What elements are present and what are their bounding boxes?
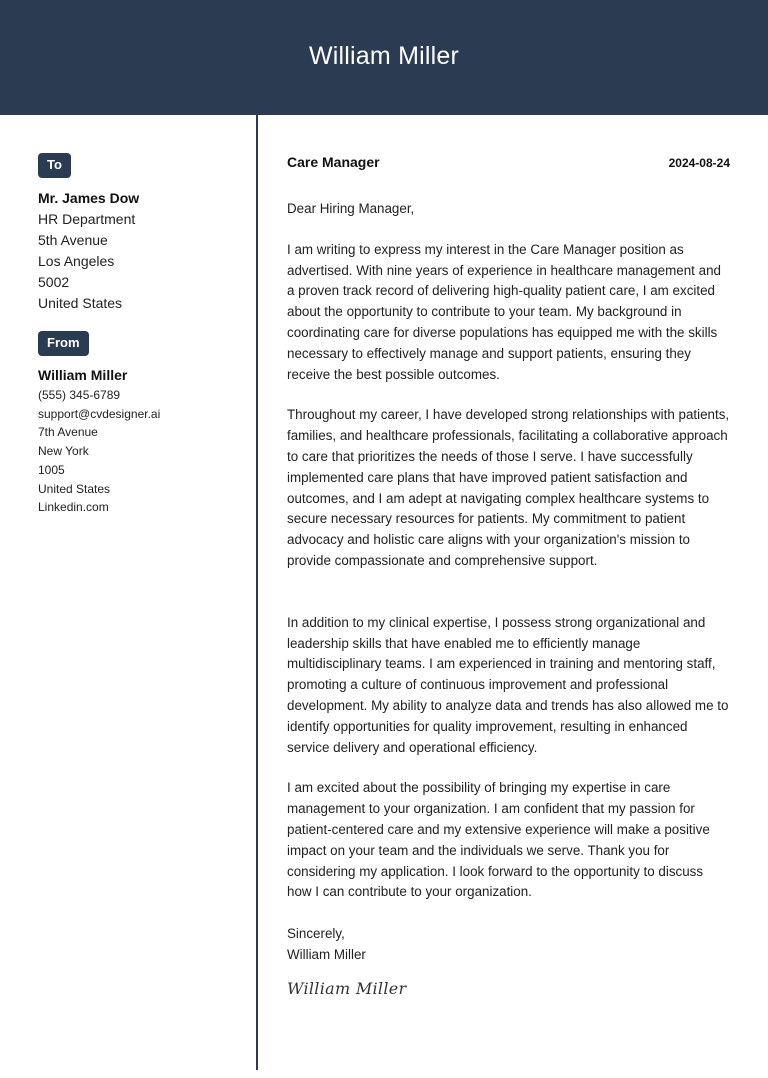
sender-linkedin: Linkedin.com	[38, 500, 109, 515]
letter-body	[287, 154, 730, 998]
recipient-street: 5th Avenue	[38, 232, 108, 248]
from-section	[38, 331, 238, 517]
sender-name: William Miller	[38, 367, 128, 383]
to-label: To	[38, 153, 71, 178]
sidebar	[38, 153, 238, 517]
paragraph-4: I am excited about the possibility of bringing my expertise in care management to your organization. I am confident that my passion for patient-centered care and my extensive experience will make a positive impact on your team and the individuals we serve. Thank you for considering my application. I look forward to the opportunity to discuss how I can contribute to your organization.	[287, 780, 710, 900]
signature: William Miller	[287, 978, 407, 998]
recipient-city: Los Angeles	[38, 253, 115, 269]
sender-city: New York	[38, 444, 89, 459]
sender-street: 7th Avenue	[38, 425, 98, 440]
recipient-postcode: 5002	[38, 274, 70, 290]
greeting: Dear Hiring Manager,	[287, 201, 415, 216]
sender-email: support@cvdesigner.ai	[38, 406, 161, 421]
sender-phone: (555) 345-6789	[38, 388, 121, 402]
sender-postcode: 1005	[38, 462, 65, 477]
from-label: From	[38, 331, 89, 356]
paragraph-3: In addition to my clinical expertise, I possess strong organizational and leadership skills that have enabled me to efficiently manage multidisciplinary teams. I am experienced in training and mentoring staff, promoting a culture of continuous improvement and professional development. My ability to analyze data and trends has also allowed me to identify opportunities for quality improvement, resulting in enhanced service delivery and operational efficiency.	[287, 614, 729, 755]
sender-details	[38, 366, 238, 517]
job-title: Care Manager	[287, 154, 380, 170]
closing-salutation: Sincerely,	[287, 926, 345, 942]
sender-country: United States	[38, 481, 111, 496]
closing	[287, 924, 730, 966]
letter-topline	[287, 154, 730, 170]
applicant-name: William Miller	[308, 41, 459, 70]
closing-name: William Miller	[287, 946, 366, 962]
recipient-details	[38, 188, 238, 314]
recipient-department: HR Department	[38, 211, 136, 227]
column-divider	[256, 115, 258, 1070]
paragraph-1: I am writing to express my interest in the Care Manager position as advertised. With nine years of experience in healthcare management and a proven track record of delivering high-quality patient care, I am excited about the opportunity to contribute to your team. My background in coordinating care for diverse populations has equipped me with the skills necessary to effectively manage and support patients, ensuring they receive the best possible outcomes.	[287, 241, 721, 382]
recipient-country: United States	[38, 295, 123, 311]
to-section	[38, 153, 238, 314]
recipient-name: Mr. James Dow	[38, 190, 140, 206]
letter-date: 2024-08-24	[668, 156, 730, 170]
header-banner	[0, 0, 768, 115]
paragraph-2: Throughout my career, I have developed strong relationships with patients, families, and healthcare professionals, facilitating a collaborative approach to care that prioritizes the needs of those I serve. I have successfully implemented care plans that have improved patient satisfaction and outcomes, and I am adept at navigating complex healthcare systems to secure necessary resources for patients. My commitment to patient advocacy and holistic care aligns with your organization's mission to provide compassionate and comprehensive support.	[287, 407, 730, 568]
